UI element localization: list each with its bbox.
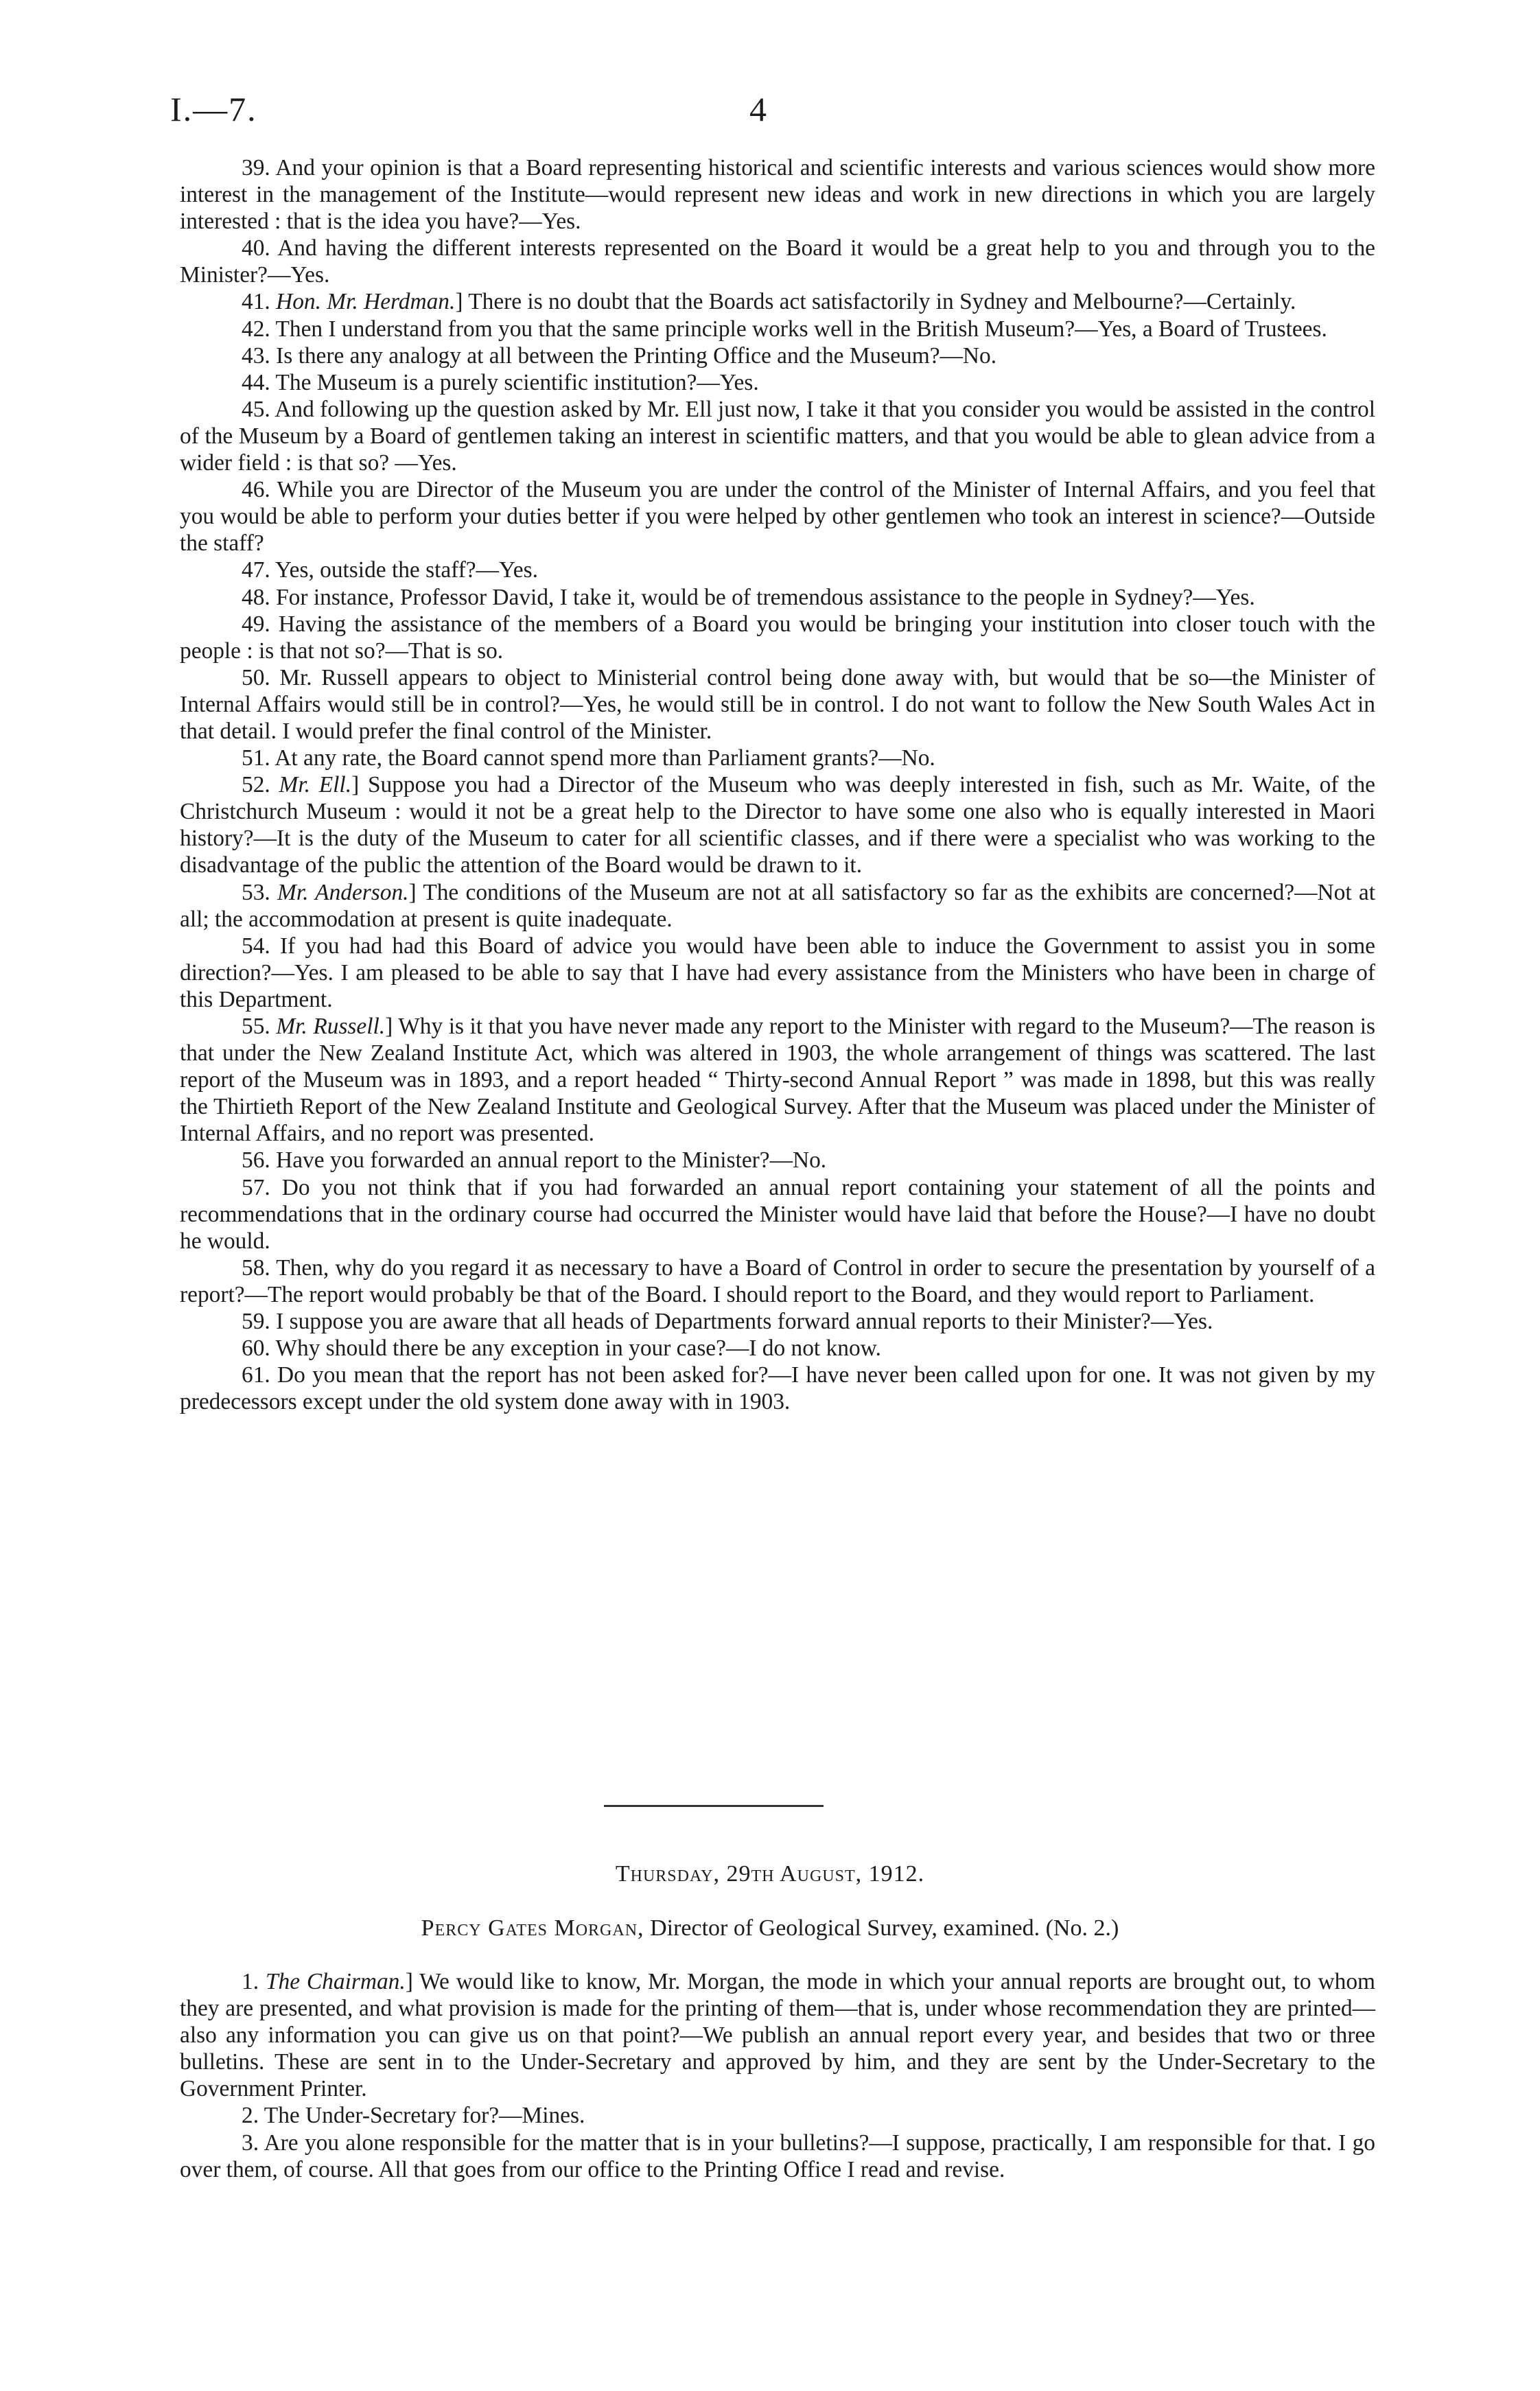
question-number: 40. xyxy=(242,235,270,261)
speaker-name: Mr. Russell. xyxy=(276,1014,386,1039)
question-number: 51. xyxy=(242,745,270,771)
question-number: 56. xyxy=(242,1147,270,1174)
witness-line xyxy=(0,1915,1540,1941)
question-answer xyxy=(180,933,1375,1013)
witness-role: Director of Geological Survey, examined. (No. 2.) xyxy=(644,1915,1119,1941)
question-text: Are you alone responsible for the matter that is in your bulletins?—I suppose, practically, I am responsible for that. I go over them, of course. All that goes from our office to the Printing Office I read and revise. xyxy=(180,2130,1375,2182)
question-number: 61. xyxy=(242,1362,270,1388)
witness-name: Percy Gates Morgan, xyxy=(421,1915,644,1941)
question-text: I suppose you are aware that all heads of Departments forward annual reports to their Minister?—Yes. xyxy=(276,1309,1213,1335)
question-text: While you are Director of the Museum you are under the control of the Minister of Internal Affairs, and you feel that you would be able to perform your duties better if you were helped by other gentlemen who took an interest in science?—Outside the staff? xyxy=(180,477,1375,557)
question-number: 59. xyxy=(242,1309,270,1335)
evidence-block-1 xyxy=(180,154,1375,1415)
question-text: And following up the question asked by Mr. Ell just now, I take it that you consider you would be assisted in the control of the Museum by a Board of gentlemen taking an interest in scientific matters, and that you would be able to glean advice from a wider field : is that so? —Yes. xyxy=(180,396,1375,476)
question-text: Do you not think that if you had forwarded an annual report containing your statement of all the points and recommendations that in the ordinary course had occurred the Minister would have laid that before the House?—I have no doubt he would. xyxy=(180,1174,1375,1254)
question-answer xyxy=(180,1174,1375,1255)
question-answer xyxy=(180,745,1375,771)
question-text: ] Suppose you had a Director of the Museum who was deeply interested in fish, such as Mr. Waite, of the Christchurch Museum : would it not be a great help to the Director to have some one also who is equally interested in Maori history?—It is the duty of the Museum to cater for all scientific classes, and if there were a specialist who was working to the disadvantage of the public the attention of the Board would be drawn to it. xyxy=(180,772,1375,878)
question-answer xyxy=(180,288,1375,315)
question-number: 42. xyxy=(242,316,270,342)
question-answer xyxy=(180,1255,1375,1308)
question-number: 53. xyxy=(242,879,270,905)
paper-number: I.—7. xyxy=(170,90,257,128)
question-number: 54. xyxy=(242,933,270,959)
question-number: 47. xyxy=(242,557,270,583)
question-number: 3. xyxy=(242,2130,259,2156)
question-answer xyxy=(180,396,1375,476)
question-number: 57. xyxy=(242,1174,270,1200)
question-text: The Museum is a purely scientific institution?—Yes. xyxy=(275,369,759,395)
question-text: Then I understand from you that the same principle works well in the British Museum?—Yes, a Board of Trustees. xyxy=(275,316,1327,342)
question-answer xyxy=(180,2130,1375,2183)
question-text: If you had had this Board of advice you would have been able to induce the Government to assist you in some direction?—Yes. I am pleased to be able to say that I have had every assistance from the Ministers who have been in charge of this Department. xyxy=(180,933,1375,1012)
question-text: ] The conditions of the Museum are not at all satisfactory so far as the exhibits are concerned?—Not at all; the accommodation at present is quite inadequate. xyxy=(180,879,1375,932)
question-answer xyxy=(180,369,1375,396)
question-number: 60. xyxy=(242,1336,270,1362)
question-number: 43. xyxy=(242,342,270,369)
speaker-name: Mr. Ell. xyxy=(279,772,352,798)
question-text: ] Why is it that you have never made any report to the Minister with regard to the Museum?—The reason is that under the New Zealand Institute Act, which was altered in 1903, the whole arrangement of things was scattered. The last report of the Museum was in 1893, and a report headed “ Thirty-second Annual Report ” was made in 1898, but this was really the Thirtieth Report of the New Zealand Institute and Geological Survey. After that the Museum was placed under the Minister of Internal Affairs, and no report was presented. xyxy=(180,1014,1375,1147)
session-date: Thursday, 29th August, 1912. xyxy=(615,1861,925,1887)
question-text: Yes, outside the staff?—Yes. xyxy=(275,557,538,583)
question-answer xyxy=(180,1968,1375,2102)
question-text: Mr. Russell appears to object to Ministerial control being done away with, but would that be so—the Minister of Internal Affairs would still be in control?—Yes, he would still be in control. I do not want to follow the New South Wales Act in that detail. I would prefer the final control of the Minister. xyxy=(180,664,1375,744)
question-answer xyxy=(180,2102,1375,2129)
question-text: Is there any analogy at all between the Printing Office and the Museum?—No. xyxy=(276,342,997,369)
question-answer xyxy=(180,664,1375,745)
question-answer xyxy=(180,154,1375,235)
question-number: 45. xyxy=(242,396,270,422)
question-text: Have you forwarded an annual report to the Minister?—No. xyxy=(276,1147,827,1174)
question-answer xyxy=(180,316,1375,342)
question-answer xyxy=(180,1308,1375,1335)
speaker-name: Hon. Mr. Herdman. xyxy=(276,289,456,315)
question-number: 41. xyxy=(242,289,270,315)
speaker-name: The Chairman. xyxy=(265,1969,406,1994)
question-number: 44. xyxy=(242,369,270,395)
question-number: 1. xyxy=(242,1969,259,1994)
question-text: The Under-Secretary for?—Mines. xyxy=(264,2103,585,2129)
question-answer xyxy=(180,771,1375,878)
question-text: And your opinion is that a Board representing historical and scientific interests and various sciences would show more interest in the management of the Institute—would represent new ideas and work in new directions in which you are largely interested : that is the idea you have?—Yes. xyxy=(180,155,1375,235)
question-text: ] We would like to know, Mr. Morgan, the mode in which your annual reports are brought out, to whom they are presented, and what provision is made for the printing of them—that is, under whose recommendation they are printed—also any information you can give us on that point?—We publish an annual report every year, and besides that two or three bulletins. These are sent in to the Under-Secretary and approved by him, and they are sent by the Under-Secretary to the Government Printer. xyxy=(180,1969,1375,2102)
question-answer xyxy=(180,1147,1375,1174)
question-answer xyxy=(180,1335,1375,1362)
section-divider xyxy=(604,1805,824,1807)
question-number: 46. xyxy=(242,477,270,503)
question-answer xyxy=(180,611,1375,664)
question-number: 52. xyxy=(242,772,270,798)
question-answer xyxy=(180,1013,1375,1147)
question-answer xyxy=(180,557,1375,583)
speaker-name: Mr. Anderson. xyxy=(277,879,409,905)
question-number: 58. xyxy=(242,1255,270,1281)
question-answer xyxy=(180,476,1375,557)
question-text: ] There is no doubt that the Boards act satisfactorily in Sydney and Melbourne?—Certainly. xyxy=(455,289,1296,315)
question-text: And having the different interests represented on the Board it would be a great help to you and through you to the Minister?—Yes. xyxy=(180,235,1375,288)
evidence-block-2 xyxy=(180,1968,1375,2183)
question-answer xyxy=(180,584,1375,611)
question-text: At any rate, the Board cannot spend more than Parliament grants?—No. xyxy=(275,745,935,771)
question-number: 49. xyxy=(242,611,270,637)
page-number: 4 xyxy=(749,90,767,128)
question-answer xyxy=(180,342,1375,369)
question-text: Then, why do you regard it as necessary to have a Board of Control in order to secure the presentation by yourself of a report?—The report would probably be that of the Board. I should report to the Board, and they would report to Parliament. xyxy=(180,1255,1375,1307)
question-answer xyxy=(180,879,1375,933)
question-number: 2. xyxy=(242,2103,259,2129)
question-answer xyxy=(180,235,1375,288)
question-text: For instance, Professor David, I take it, would be of tremendous assistance to the people in Sydney?—Yes. xyxy=(276,584,1255,610)
question-text: Why should there be any exception in your case?—I do not know. xyxy=(275,1336,881,1362)
question-text: Do you mean that the report has not been asked for?—I have never been called upon for one. It was not given by my predecessors except under the old system done away with in 1903. xyxy=(180,1362,1376,1415)
question-number: 39. xyxy=(242,155,270,180)
question-number: 50. xyxy=(242,664,270,690)
question-text: Having the assistance of the members of a Board you would be bringing your institution into closer touch with the people : is that not so?—That is so. xyxy=(180,611,1375,664)
question-answer xyxy=(180,1362,1375,1415)
question-number: 48. xyxy=(242,584,270,610)
question-number: 55. xyxy=(242,1014,270,1039)
